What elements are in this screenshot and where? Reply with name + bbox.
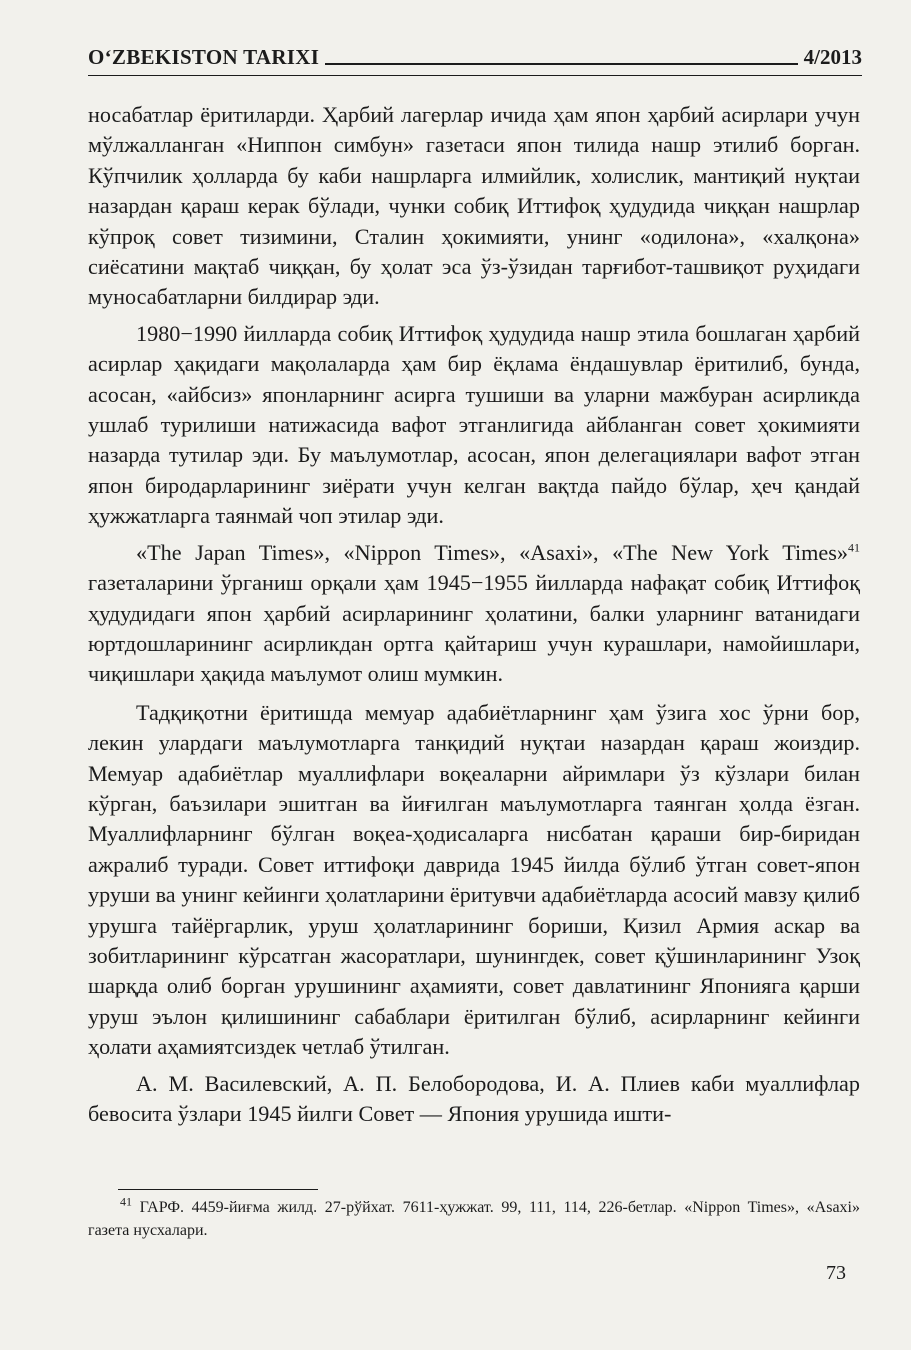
paragraph-4: Тадқиқотни ёритишда мемуар адабиётларнинг ҳам ўзига хос ўрни бор, лекин улардаги маълумотларга танқидий нуқтаи назардан қараш жоиздир. Мемуар адабиётлар муаллифлари воқеаларни айримлари ўз кўзлари билан кўрган, баъзилари эшитган ва йиғилган маълумотларга таянган ҳолда ёзган. Муаллифларнинг бўлган воқеа-ҳодисаларга нисбатан қараши бир-биридан ажралиб туради. Совет иттифоқи даврида 1945 йилда бўлиб ўтган совет-япон уруши ва унинг кейинги ҳолатларини ёритувчи адабиётларда асосий мавзу қилиб урушга тайёргарлик, уруш ҳолатларининг бориши, Қизил Армия аскар ва зобитларининг кўрсатган жасоратлари, шунингдек, совет қўшинларининг Узоқ шарқда олиб борган урушининг аҳамияти, совет давлатининг Японияга қарши уруш эълон қилишининг сабаблари ёритилган бўлиб, асирларнинг кейинги ҳолати аҳамиятсиздек четлаб ўтилган. — [88, 699, 860, 1060]
header-rule — [325, 63, 797, 65]
paragraph-2: 1980−1990 йилларда собиқ Иттифоқ ҳудудида нашр этила бошлаган ҳарбий асирлар ҳақидаги мақолаларда ҳам бир ёқлама ёндашувлар ёритилиб, бунда, асосан, «айбсиз» японларнинг асирга тушиши ва уларни мажбуран асирликда ушлаб турилиши натижасида вафот этганлигида айбланган совет ҳокимияти назарда тутилар эди. Бу маълумотлар, асосан, япон делегациялари вафот этган япон биродарларининг зиёрати учун келган вақтда пайдо бўлар, ҳеч қандай ҳужжатларга таянмай чоп этилар эди. — [88, 320, 860, 529]
footnote-body — [88, 1196, 860, 1242]
paragraph-3-text-after: газеталарини ўрганиш орқали ҳам 1945−1955 йилларда нафақат собиқ Иттифоқ ҳудудидаги япон ҳарбий асирларининг ҳолатини, балки уларнинг ватанидаги юртдошларининг асирликдан ортга қайтариш учун курашлари, намойишлари, чиқишлари ҳақида маълумот олиш мумкин. — [88, 570, 860, 687]
paragraph-5: А. М. Василевский, А. П. Белобородова, И. А. Плиев каби муаллифлар бевосита ўзлари 1945 йилги Совет — Япония урушида ишти- — [88, 1070, 860, 1126]
journal-title: O‘ZBEKISTON TARIXI — [88, 45, 320, 69]
running-header — [88, 40, 862, 70]
footnote-reference: 41 — [848, 540, 860, 555]
footnote-number: 41 — [120, 1194, 132, 1209]
issue-number: 4/2013 — [803, 45, 862, 69]
article-body — [88, 100, 860, 1135]
footnote-divider — [118, 1189, 318, 1190]
page-number: 73 — [826, 1262, 846, 1284]
paragraph-1: носабатлар ёритиларди. Ҳарбий лагерлар ичида ҳам япон ҳарбий асирлари учун мўлжалланган «Ниппон симбун» газетаси япон тилида нашр этилиб борган. Кўпчилик ҳолларда бу каби нашрларга илмийлик, холислик, мантиқий нуқтаи назардан қараш керак бўлади, чунки собиқ Иттифоқ ҳудудида чиққан нашрлар кўпроқ совет тизимини, Сталин ҳокимияти, унинг «одилона», «халқона» сиёсатини мақтаб чиққан, бу ҳолат эса ўз-ўзидан тарғибот-ташвиқот руҳидаги муносабатларни билдирар эди. — [88, 102, 860, 310]
footnote — [88, 1196, 860, 1242]
footnote-text: ГАРФ. 4459-йиғма жилд. 27-рўйхат. 7611-ҳужжат. 99, 111, 114, 226-бетлар. «Nippon Times», «Asaxi» газета нусхалари. — [88, 1199, 860, 1239]
header-divider — [88, 75, 862, 76]
paragraph-3 — [88, 538, 860, 690]
paragraph-3-text-before: «The Japan Times», «Nippon Times», «Asaxi», «The New York Times» — [136, 539, 848, 565]
